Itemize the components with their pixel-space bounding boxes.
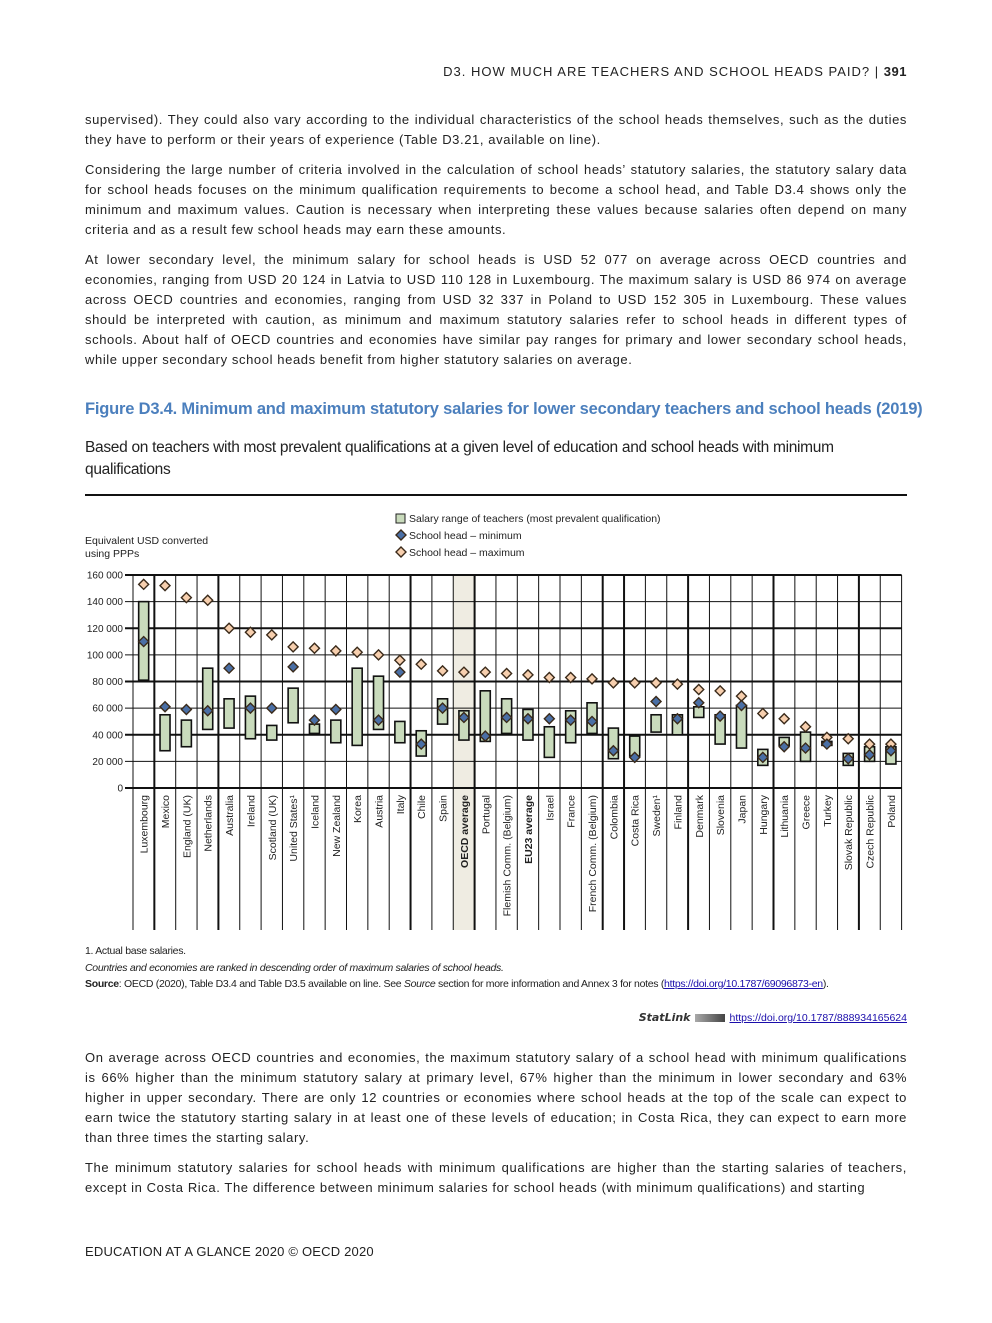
x-tick-label: Flemish Comm. (Belgium) <box>501 795 514 917</box>
head-max-marker <box>309 643 319 653</box>
paragraph: The minimum statutory salaries for school heads with minimum qualifications are higher than the starting salaries of teachers, except in Costa Rica. The difference between minimum salaries for school heads (with minimum qualifications) and starting <box>85 1160 907 1195</box>
legend-label: Salary range of teachers (most prevalent qualification) <box>409 513 661 525</box>
y-tick-label: 60 000 <box>92 703 123 715</box>
y-tick-label: 20 000 <box>92 756 123 768</box>
source-label: Source <box>85 978 119 990</box>
head-max-marker <box>438 666 448 676</box>
footnote: 1. Actual base salaries. <box>85 945 186 957</box>
x-tick-label: Portugal <box>480 795 493 835</box>
head-max-marker <box>651 678 661 688</box>
paragraph: Considering the large number of criteria involved in the calculation of school heads’ statutory salaries, the statutory salary data for school heads focuses on the minimum qualification requirements to become a school head, and Table D3.4 shows only the minimum and maximum values. Caution is necessary when interpreting these values because salaries often depend on many criteria and as a result few school heads may earn these amounts. <box>85 162 907 237</box>
y-tick-label: 40 000 <box>92 730 123 742</box>
source-text: ). <box>822 978 829 990</box>
teacher-range-bar <box>288 688 298 723</box>
legend-swatch-teacher <box>396 514 405 523</box>
source-note <box>85 976 829 993</box>
teacher-range-bar <box>331 720 341 743</box>
y-tick-label: 100 000 <box>86 650 123 662</box>
x-tick-label: French Comm. (Belgium) <box>587 795 600 913</box>
y-tick-label: 160 000 <box>86 570 123 582</box>
head-max-marker <box>502 669 512 679</box>
y-tick-label: 140 000 <box>86 597 123 609</box>
x-tick-label: Scotland (UK) <box>266 795 279 861</box>
teacher-range-bar <box>352 668 362 745</box>
running-header <box>443 64 907 79</box>
x-tick-label: Australia <box>224 795 237 836</box>
head-max-marker <box>395 655 405 665</box>
head-max-marker <box>694 684 704 694</box>
x-tick-label: New Zealand <box>330 795 343 857</box>
head-max-marker <box>224 623 234 633</box>
x-tick-label: Slovenia <box>715 795 728 836</box>
chart <box>85 500 907 935</box>
y-axis-label: Equivalent USD converted <box>85 535 209 547</box>
statlink-label: StatLink <box>638 1011 691 1024</box>
head-min-marker <box>822 739 832 749</box>
head-max-marker <box>480 667 490 677</box>
teacher-range-bar <box>395 721 405 742</box>
figure-title: Figure D3.4. Minimum and maximum statutory salaries for lower secondary teachers and school heads (2019) <box>85 400 923 418</box>
x-tick-label: Chile <box>416 795 429 819</box>
y-axis-label: using PPPs <box>85 548 140 560</box>
x-tick-label: Mexico <box>160 795 173 829</box>
head-min-marker <box>267 703 277 713</box>
x-tick-label: Austria <box>373 795 386 828</box>
paragraph: At lower secondary level, the minimum salary for school heads is USD 52 077 on average across OECD countries and economies, ranging from USD 20 124 in Latvia to USD 110 128 in Luxembourg. The maximum salary is USD 86 974 on average across OECD countries and economies, ranging from USD 32 337 in Poland to USD 152 305 in Luxembourg. These values should be interpreted with caution, as minimum and maximum statutory salaries refer to school heads in different types of schools. About half of OECD countries and economies have similar pay ranges for primary and lower secondary school heads, while upper secondary school heads benefit from higher statutory salaries on average. <box>85 252 907 367</box>
section-title: D3. HOW MUCH ARE TEACHERS AND SCHOOL HEADS PAID? <box>443 64 871 79</box>
teacher-range-bar <box>544 727 554 758</box>
head-max-marker <box>352 647 362 657</box>
head-max-marker <box>416 659 426 669</box>
ranking-note: Countries and economies are ranked in descending order of maximum salaries of school heads. <box>85 961 504 974</box>
x-tick-label: Colombia <box>608 795 621 840</box>
divider <box>85 494 907 496</box>
x-tick-label: Slovak Republic <box>843 795 856 871</box>
head-max-marker <box>608 678 618 688</box>
x-tick-label: France <box>565 795 578 828</box>
head-max-marker <box>758 708 768 718</box>
teacher-range-bar <box>736 705 746 748</box>
head-max-marker <box>801 722 811 732</box>
head-min-marker <box>181 704 191 714</box>
x-tick-label: OECD average <box>458 795 471 868</box>
x-tick-label: Japan <box>736 795 749 824</box>
x-tick-label: EU23 average <box>522 795 535 864</box>
head-min-marker <box>224 663 234 673</box>
head-max-marker <box>139 579 149 589</box>
legend-marker-max <box>396 547 406 557</box>
page-number: 391 <box>883 64 907 79</box>
x-tick-label: Sweden¹ <box>651 795 664 837</box>
head-max-marker <box>374 650 384 660</box>
separator: | <box>874 64 880 79</box>
source-text: section for more information and Annex 3 for notes ( <box>435 978 665 990</box>
y-tick-label: 120 000 <box>86 623 123 635</box>
head-max-marker <box>779 714 789 724</box>
head-min-marker <box>395 667 405 677</box>
source-italic: Source <box>403 978 436 990</box>
head-max-marker <box>267 630 277 640</box>
statlink-logo-icon <box>695 1014 725 1022</box>
legend-marker-min <box>396 530 406 540</box>
x-tick-label: Ireland <box>245 795 258 828</box>
paragraph: supervised). They could also vary according to the individual characteristics of the school heads themselves, such as the duties they have to perform or their years of experience (Table D3.21, available on line). <box>85 112 907 147</box>
head-max-marker <box>630 678 640 688</box>
x-tick-label: Italy <box>394 795 407 815</box>
teacher-range-bar <box>181 720 191 747</box>
head-min-marker <box>160 702 170 712</box>
x-tick-label: Korea <box>352 795 365 824</box>
teacher-range-bar <box>203 668 213 729</box>
x-tick-label: Luxembourg <box>138 795 151 854</box>
head-min-marker <box>288 662 298 672</box>
page-footer: EDUCATION AT A GLANCE 2020 © OECD 2020 <box>85 1244 374 1259</box>
head-max-marker <box>715 686 725 696</box>
x-tick-label: Iceland <box>309 795 322 829</box>
statlink <box>639 1011 907 1024</box>
x-tick-label: Hungary <box>757 795 770 835</box>
x-tick-label: Greece <box>800 795 813 830</box>
x-tick-label: Lithuania <box>779 795 792 838</box>
head-max-marker <box>288 642 298 652</box>
x-tick-label: Denmark <box>693 795 706 838</box>
figure-notes <box>85 943 829 993</box>
teacher-range-bar <box>224 699 234 728</box>
x-tick-label: Poland <box>885 795 898 828</box>
source-link[interactable]: https://doi.org/10.1787/69096873-en <box>664 978 823 990</box>
statlink-link[interactable]: https://doi.org/10.1787/888934165624 <box>729 1012 907 1024</box>
source-text: : OECD (2020), Table D3.4 and Table D3.5 available on line. See <box>118 978 404 990</box>
x-tick-label: United States¹ <box>288 795 301 862</box>
x-tick-label: Turkey <box>821 795 834 827</box>
x-tick-label: Spain <box>437 795 450 822</box>
x-tick-label: Finland <box>672 795 685 830</box>
teacher-range-bar <box>160 715 170 751</box>
y-tick-label: 0 <box>117 783 123 795</box>
x-tick-label: Czech Republic <box>864 795 877 869</box>
teacher-range-bar <box>267 725 277 740</box>
head-min-marker <box>331 704 341 714</box>
x-tick-label: Israel <box>544 795 557 821</box>
head-max-marker <box>523 670 533 680</box>
x-tick-label: England (UK) <box>181 795 194 859</box>
y-tick-label: 80 000 <box>92 677 123 688</box>
x-tick-label: Netherlands <box>202 795 215 852</box>
figure-subtitle: Based on teachers with most prevalent qualifications at a given level of education and school heads with minimum qualifications <box>85 439 834 478</box>
legend-label: School head – minimum <box>409 530 522 542</box>
head-max-marker <box>160 581 170 591</box>
head-min-marker <box>544 714 554 724</box>
legend-label: School head – maximum <box>409 547 525 559</box>
paragraph: On average across OECD countries and economies, the maximum statutory salary of a school head with minimum qualifications is 66% higher than the minimum statutory salary at primary level, 67% higher than the minimum in lower secondary and 63% higher in upper secondary. There are only 12 countries or economies where school heads at the top of the scale can expect to earn twice the statutory starting salary in at least one of these levels of education; in Costa Rica, they can expect to earn more than three times the starting salary. <box>85 1050 907 1145</box>
head-min-marker <box>651 696 661 706</box>
x-tick-label: Costa Rica <box>629 795 642 847</box>
teacher-range-bar <box>651 715 661 732</box>
head-max-marker <box>203 595 213 605</box>
